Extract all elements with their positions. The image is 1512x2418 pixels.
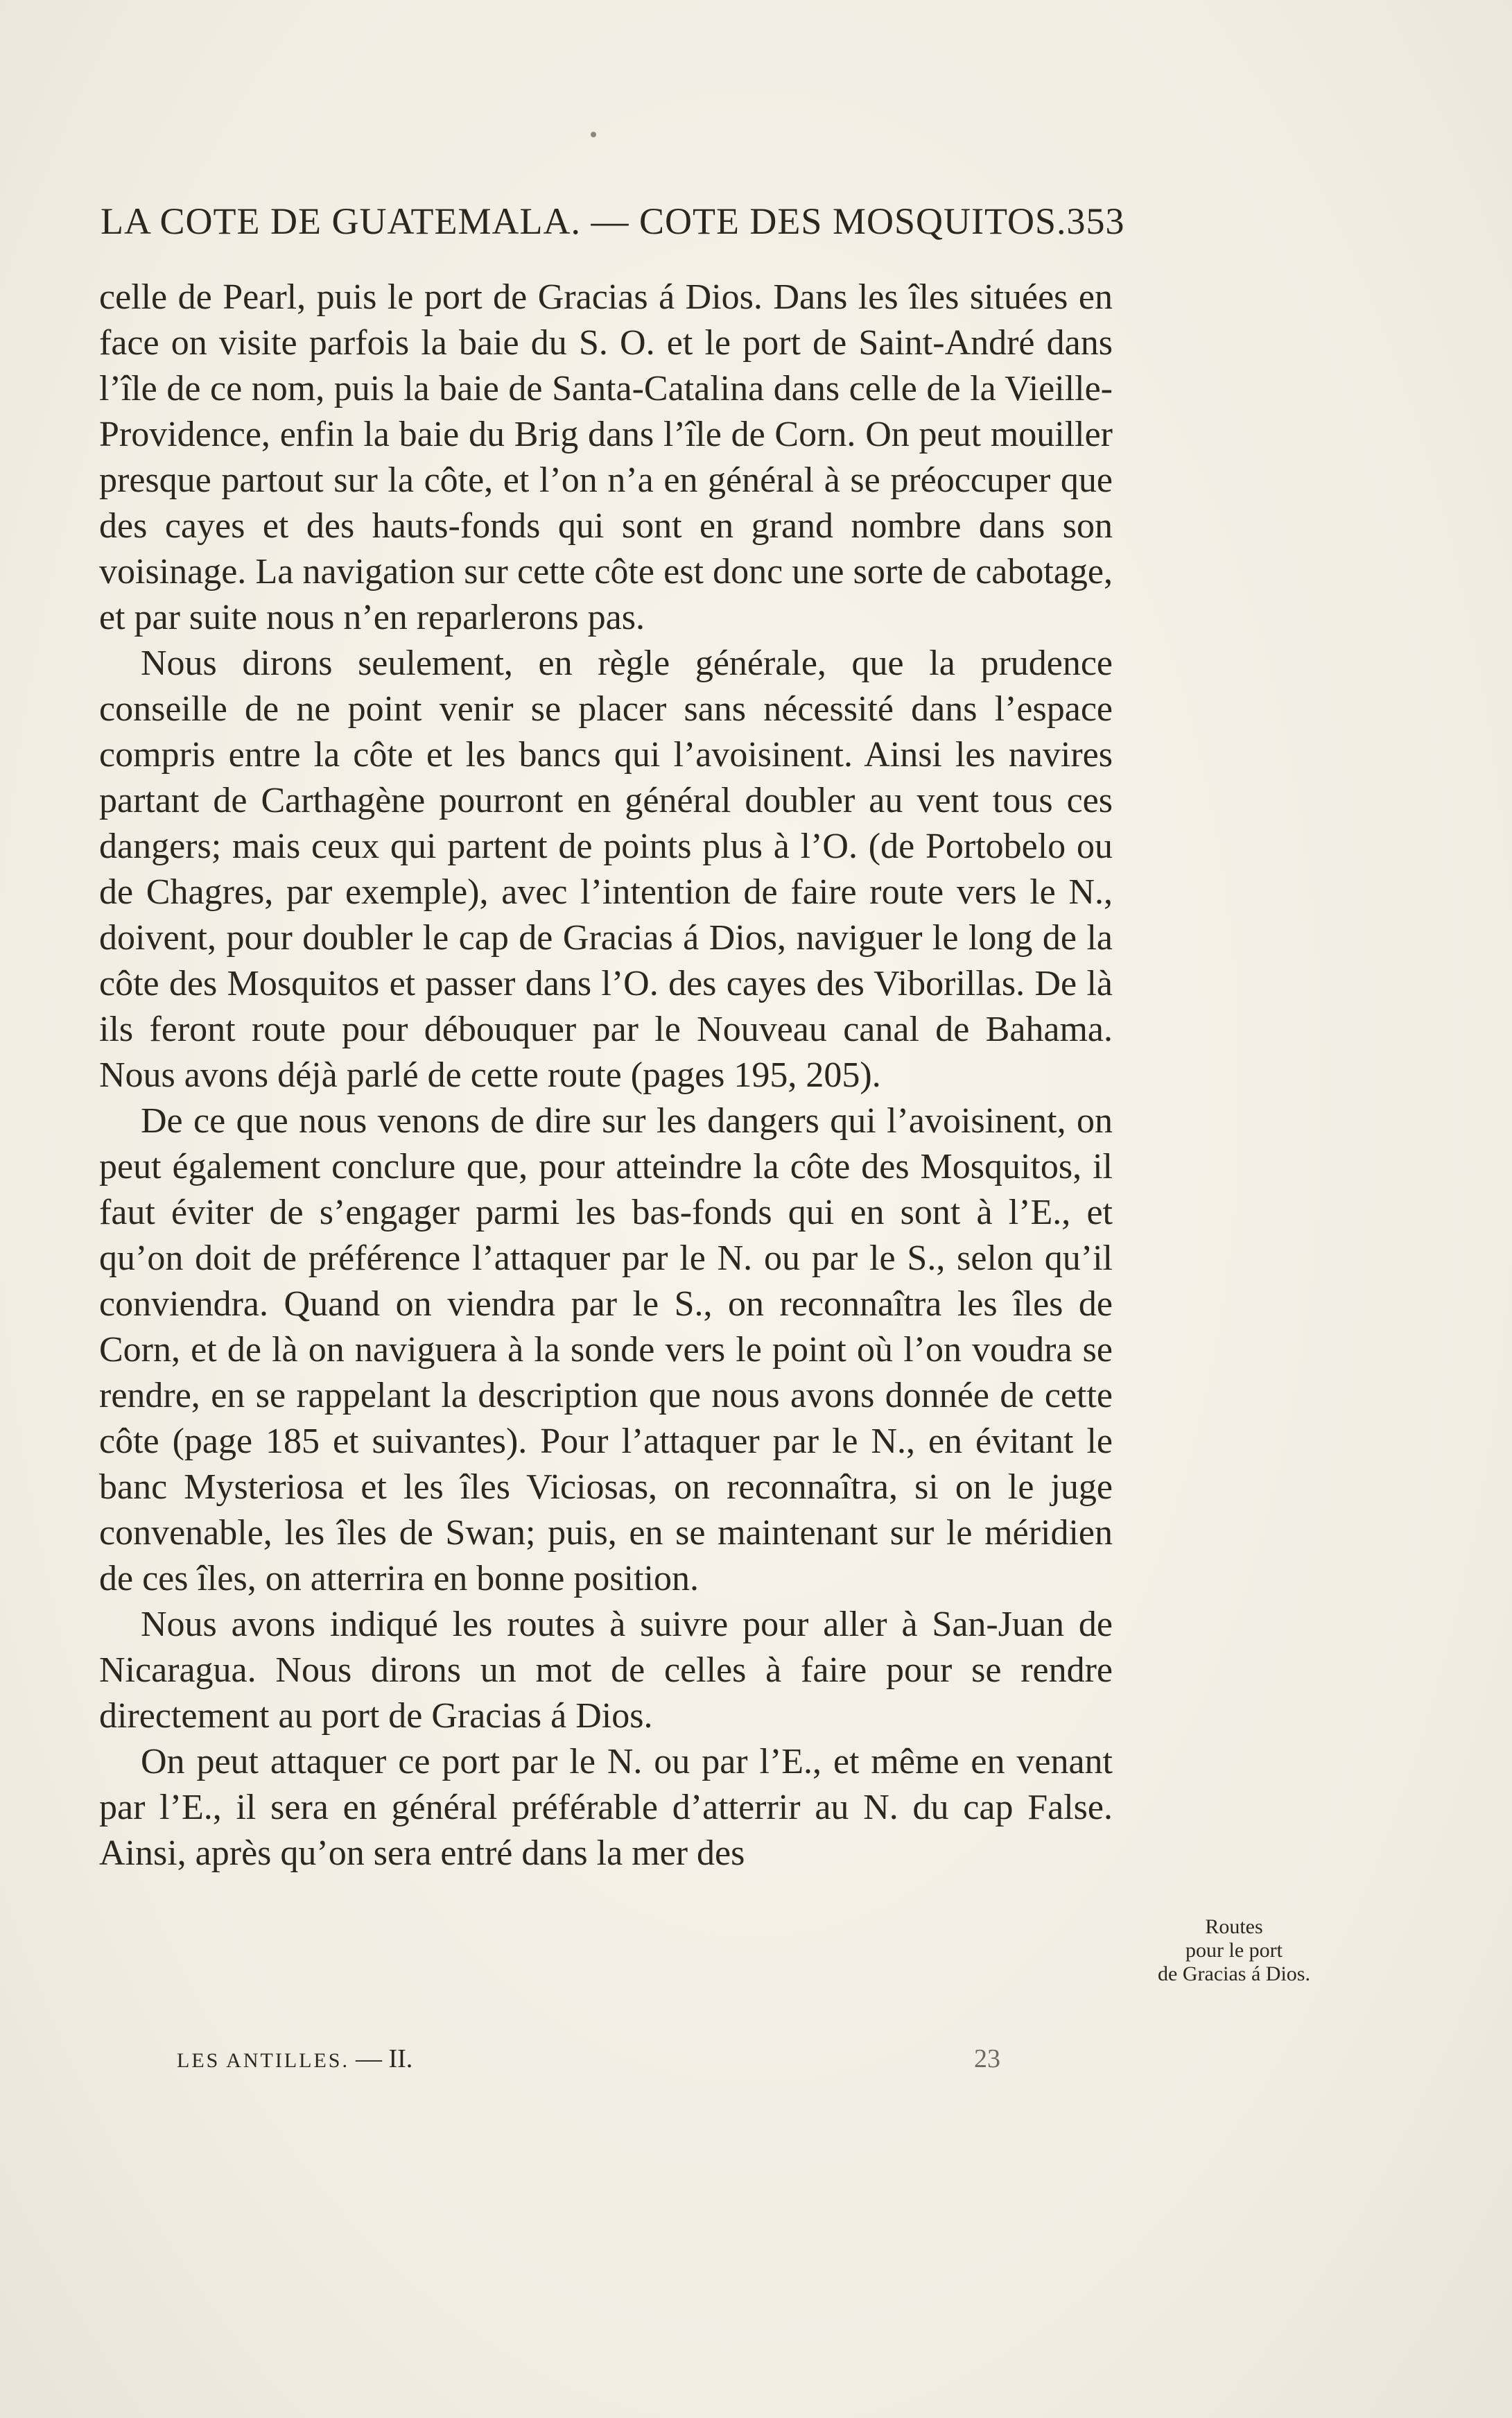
footer-signature-number: 23 xyxy=(974,2044,1000,2073)
running-header xyxy=(101,200,1125,242)
footer-signature: LES ANTILLES. xyxy=(177,2049,349,2072)
margin-note-line-1: Routes xyxy=(1205,1915,1263,1938)
paragraph-2: Nous dirons seulement, en règle générale, que la prudence conseille de ne point venir se placer sans nécessité dans l’espace compris entre la côte et les bancs qui l’avoisinent. Ainsi les navires partant de Carthagène pourront en général doubler au vent tous ces dangers; mais ceux qui partent de points plus à l’O. (de Portobelo ou de Chagres, par exemple), avec l’intention de faire route vers le N., doivent, pour doubler le cap de Gracias á Dios, naviguer le long de la côte des Mosquitos et passer dans l’O. des cayes des Viborillas. De là ils feront route pour débouquer par le Nouveau canal de Bahama. Nous avons déjà parlé de cette route (pages 195, 205). xyxy=(99,644,1113,1095)
margin-note-line-3: de Gracias á Dios. xyxy=(1158,1962,1310,1985)
paragraph-3: De ce que nous venons de dire sur les dangers qui l’avoisinent, on peut également conclure que, pour atteindre la côte des Mosquitos, il faut éviter de s’engager parmi les bas-fonds qui en sont à l’E., et qu’on doit de préférence l’attaquer par le N. ou par le S., selon qu’il conviendra. Quand on viendra par le S., on reconnaîtra les îles de Corn, et de là on naviguera à la sonde vers le point où l’on voudra se rendre, en se rappelant la description que nous avons donnée de cette côte (page 185 et suivantes). Pour l’attaquer par le N., en évitant le banc Mysteriosa et les îles Viciosas, on reconnaîtra, si on le juge convenable, les îles de Swan; puis, en se maintenant sur le méridien de ces îles, on atterrira en bonne position. xyxy=(99,1101,1113,1598)
paragraph-4: Nous avons indiqué les routes à suivre pour aller à San-Juan de Nicaragua. Nous dirons un mot de celles à faire pour se rendre directement au port de Gracias á Dios. xyxy=(99,1605,1113,1736)
page-number: 353 xyxy=(1066,200,1125,242)
body-text xyxy=(99,275,1113,1876)
ink-speck xyxy=(591,132,596,137)
margin-note-line-2: pour le port xyxy=(1185,1939,1283,1962)
paragraph-5: On peut attaquer ce port par le N. ou par l’E., et même en venant par l’E., il sera en général préférable d’atterrir au N. du cap False. Ainsi, après qu’on sera entré dans la mer des xyxy=(99,1742,1113,1873)
footer-volume: — II. xyxy=(356,2044,413,2073)
running-title: LA COTE DE GUATEMALA. — COTE DES MOSQUITOS. xyxy=(101,200,1067,242)
margin-note xyxy=(1130,1915,1338,1986)
page-footer xyxy=(177,2046,1009,2072)
paragraph-1: celle de Pearl, puis le port de Gracias á Dios. Dans les îles situées en face on visite parfois la baie du S. O. et le port de Saint-André dans l’île de ce nom, puis la baie de Santa-Catalina dans celle de la Vieille-Providence, enfin la baie du Brig dans l’île de Corn. On peut mouiller presque partout sur la côte, et l’on n’a en général à se préoccuper que des cayes et des hauts-fonds qui sont en grand nombre dans son voisinage. La navigation sur cette côte est donc une sorte de cabotage, et par suite nous n’en reparlerons pas. xyxy=(99,277,1113,637)
